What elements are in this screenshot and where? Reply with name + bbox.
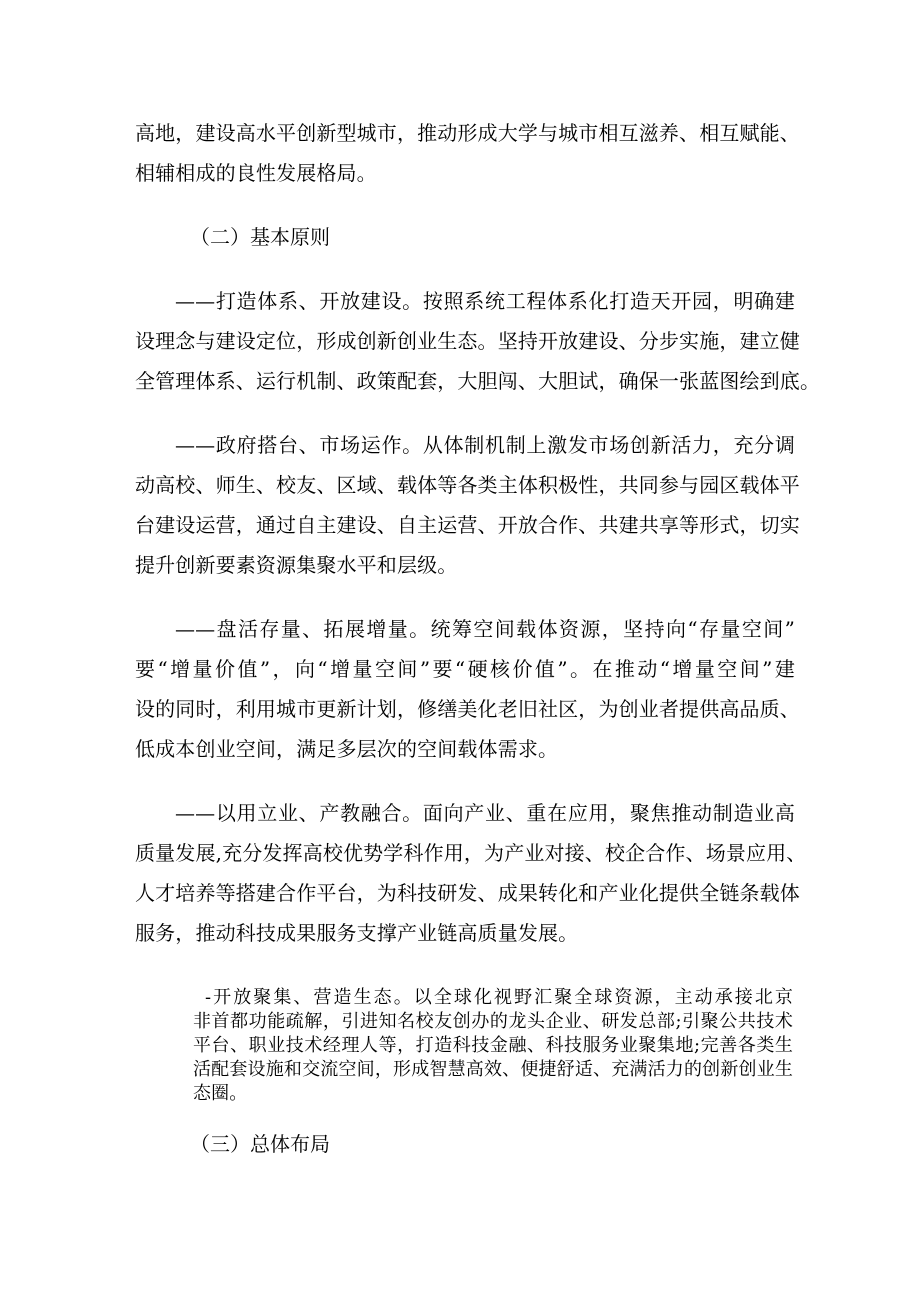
intro-line-1: 高地，建设高水平创新型城市，推动形成大学与城市相互滋养、相互赋能、	[135, 121, 800, 145]
principle-paragraph-2	[135, 425, 800, 585]
paragraph-line: 要“增量价值”，向“增量空间”要“硬核价值”。在推动“增量空间”建	[135, 657, 795, 681]
section-heading-basic-principles: （二）基本原则	[190, 225, 330, 249]
paragraph-line: 低成本创业空间，满足多层次的空间载体需求。	[135, 737, 559, 761]
principle-paragraph-3	[135, 609, 800, 769]
paragraph-line: 设理念与建设定位，形成创新创业生态。坚持开放建设、分步实施，建立健	[135, 329, 800, 353]
paragraph-line: 非首都功能疏解，引进知名校友创办的龙头企业、研发总部;引聚公共技术	[193, 1011, 793, 1032]
paragraph-line: ——盘活存量、拓展增量。统筹空间载体资源，坚持向“存量空间”	[175, 617, 795, 641]
paragraph-line: 平台、职业技术经理人等，打造科技金融、科技服务业聚集地;完善各类生	[193, 1035, 793, 1056]
paragraph-line: 服务，推动科技成果服务支撑产业链高质量发展。	[135, 921, 579, 945]
paragraph-line: 活配套设施和交流空间，形成智慧高效、便捷舒适、充满活力的创新创业生	[193, 1059, 793, 1080]
principle-paragraph-5	[193, 986, 793, 1106]
paragraph-line: -开放聚集、营造生态。以全球化视野汇聚全球资源，主动承接北京	[205, 987, 793, 1008]
paragraph-line: 全管理体系、运行机制、政策配套，大胆闯、大胆试，确保一张蓝图绘到底。	[135, 369, 821, 393]
paragraph-line: 人才培养等搭建合作平台，为科技研发、成果转化和产业化提供全链条载体	[135, 881, 800, 905]
paragraph-line: ——以用立业、产教融合。面向产业、重在应用，聚焦推动制造业高	[175, 801, 795, 825]
paragraph-line: 台建设运营，通过自主建设、自主运营、开放合作、共建共享等形式，切实	[135, 513, 800, 537]
paragraph-line: 提升创新要素资源集聚水平和层级。	[135, 553, 458, 577]
paragraph-line: ——政府搭台、市场运作。从体制机制上激发市场创新活力，充分调	[175, 433, 795, 457]
paragraph-line: 质量发展,充分发挥高校优势学科作用，为产业对接、校企合作、场景应用、	[135, 841, 807, 865]
intro-line-2: 相辅相成的良性发展格局。	[135, 161, 377, 185]
section-heading-overall-layout: （三）总体布局	[190, 1132, 330, 1156]
main-text-block	[135, 113, 821, 953]
paragraph-line: 设的同时，利用城市更新计划，修缮美化老旧社区，为创业者提供高品质、	[135, 697, 800, 721]
paragraph-line: 态圈。	[193, 1083, 248, 1104]
principle-paragraph-4	[135, 793, 807, 953]
principle-paragraph-1	[135, 281, 821, 401]
paragraph-line: ——打造体系、开放建设。按照系统工程体系化打造天开园，明确建	[175, 289, 795, 313]
paragraph-line: 动高校、师生、校友、区域、载体等各类主体积极性，共同参与园区载体平	[135, 473, 800, 497]
